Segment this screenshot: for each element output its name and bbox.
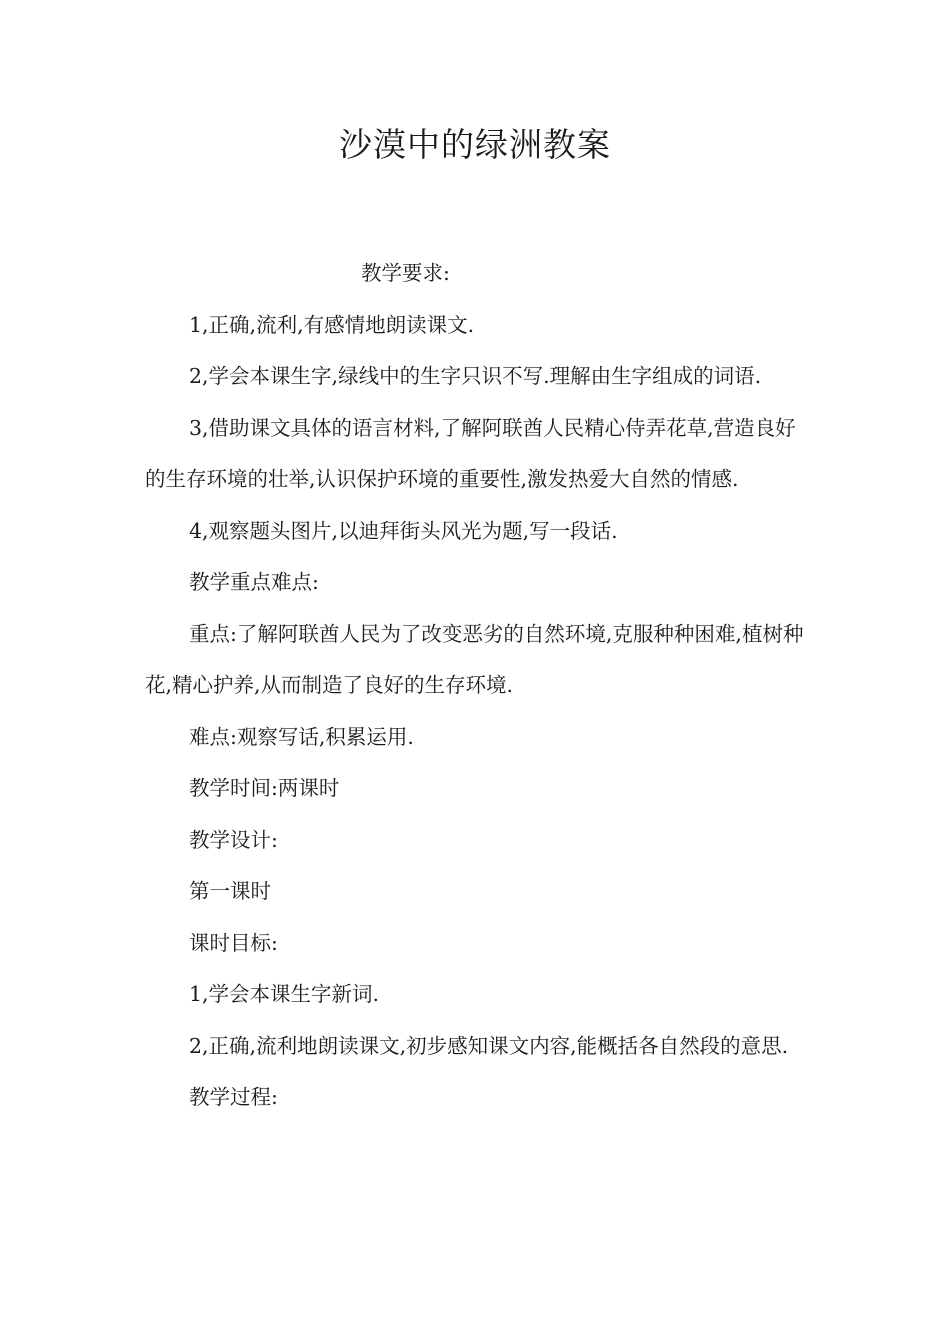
paragraph: 重点:了解阿联酋人民为了改变恶劣的自然环境,克服种种困难,植树种花,精心护养,从而制造了良好的生存环境.: [145, 621, 804, 697]
section-heading-teaching-design: 教学设计:: [189, 827, 278, 852]
document-title: 沙漠中的绿洲教案: [339, 125, 611, 164]
paragraph: 1,学会本课生字新词.: [189, 982, 380, 1006]
section-heading-teaching-process: 教学过程:: [189, 1085, 278, 1109]
paragraph: 难点:观察写话,积累运用.: [189, 724, 414, 749]
paragraph: 2,学会本课生字,绿线中的生字只识不写.理解由生字组成的词语.: [189, 364, 762, 388]
paragraph: 教学时间:两课时: [189, 776, 340, 800]
paragraph: 2,正确,流利地朗读课文,初步感知课文内容,能概括各自然段的意思.: [189, 1033, 789, 1058]
section-heading-lesson-goals: 课时目标:: [189, 930, 278, 955]
section-heading-teaching-requirements: 教学要求:: [361, 261, 450, 285]
paragraph: 4,观察题头图片,以迪拜街头风光为题,写一段话.: [189, 518, 618, 543]
section-heading-key-points: 教学重点难点:: [189, 570, 319, 594]
paragraph: 3,借助课文具体的语言材料,了解阿联酋人民精心侍弄花草,营造良好的生存环境的壮举,认识保护环境的重要性,激发热爱大自然的情感.: [145, 415, 796, 491]
section-heading-first-lesson: 第一课时: [189, 879, 271, 903]
document-body: [145, 248, 807, 1124]
paragraph: 1,正确,流利,有感情地朗读课文.: [189, 312, 475, 337]
